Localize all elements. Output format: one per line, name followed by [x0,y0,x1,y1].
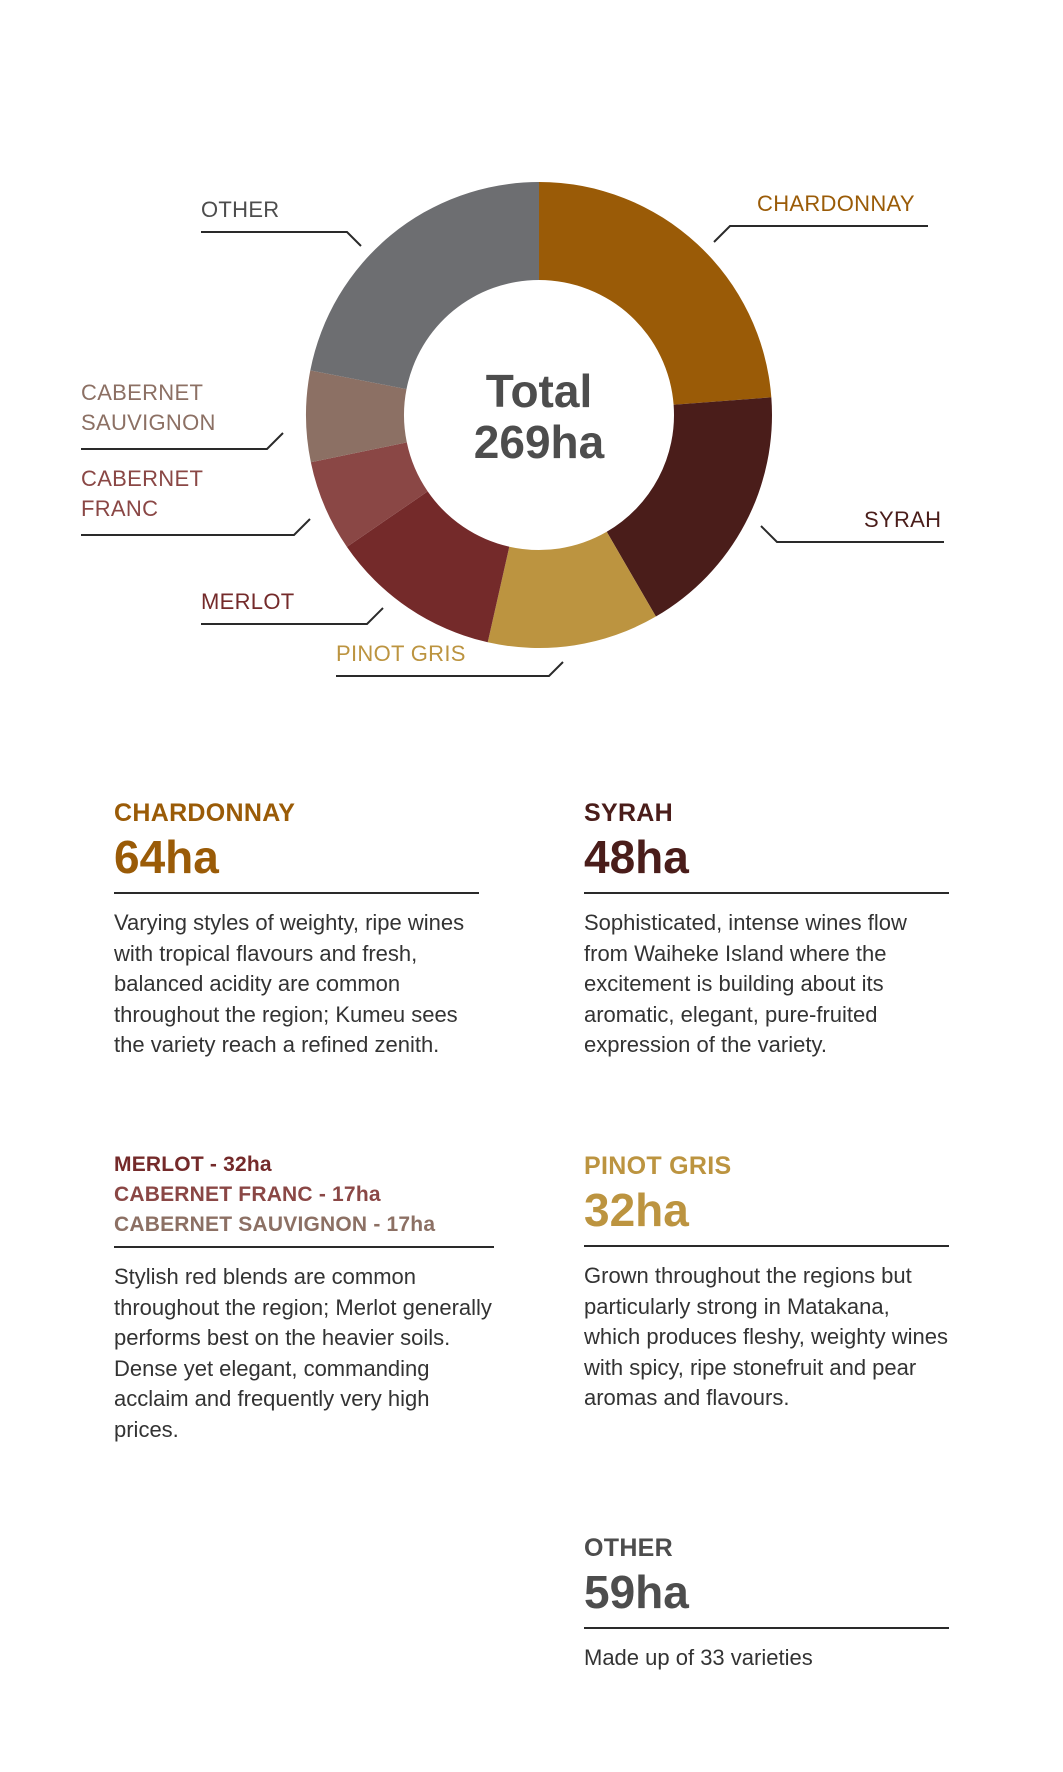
callout-label-syrah: SYRAH [864,507,942,532]
card-pinot-gris [584,1151,949,1414]
card-cabernet-sauvignon-line: CABERNET SAUVIGNON - 17ha [114,1213,436,1236]
callout-line-chardonnay [714,226,928,242]
card-syrah-name: SYRAH [584,799,674,827]
card-pinot-gris-value: 32ha [584,1184,689,1236]
card-chardonnay-value: 64ha [114,831,219,883]
callout-label-pinot-gris: PINOT GRIS [336,641,466,666]
card-pinot-gris-name: PINOT GRIS [584,1152,732,1180]
callout-label-merlot: MERLOT [201,589,295,614]
callout-label-cabernet-sauvignon-line1: CABERNET [81,380,204,405]
card-other-name: OTHER [584,1534,673,1562]
divider [584,1627,949,1629]
callout-label-chardonnay: CHARDONNAY [757,191,915,216]
card-chardonnay [114,798,479,1061]
card-other-description: Made up of 33 varieties [584,1645,813,1670]
callout-label-other: OTHER [201,197,280,222]
slice-other [310,182,539,389]
card-syrah-description: Sophisticated, intense wines flow from Waiheke Island where the excitement is building about its aromatic, elegant, pure-fruited expression of the variety. [584,910,907,1057]
callout-line-cabernet-sauvignon [81,433,283,449]
card-chardonnay-description: Varying styles of weighty, ripe wines with tropical flavours and fresh, balanced acidity are common throughout the region; Kumeu sees the variety reach a refined zenith. [114,910,465,1057]
card-chardonnay-name: CHARDONNAY [114,799,296,827]
callout-line-cabernet-franc [81,519,310,535]
card-merlot-line: MERLOT - 32ha [114,1153,272,1176]
card-syrah-value: 48ha [584,831,689,883]
divider [114,892,479,894]
donut-chart [0,0,1063,700]
card-pinot-gris-description: Grown throughout the regions but particularly strong in Matakana, which produces fleshy, weighty wines with spicy, ripe stonefruit and pear aromas and flavours. [584,1263,948,1410]
card-red-blends [114,1150,494,1445]
card-syrah [584,798,949,1061]
card-cabernet-franc-line: CABERNET FRANC - 17ha [114,1183,381,1206]
card-other-value: 59ha [584,1566,689,1618]
chart-center-total-value: 269ha [473,416,605,468]
divider [584,1245,949,1247]
chart-center-total-label: Total [485,365,593,417]
card-other [584,1533,949,1674]
callout-label-cabernet-sauvignon-line2: SAUVIGNON [81,410,216,435]
callout-label-cabernet-franc-line2: FRANC [81,496,159,521]
callout-label-cabernet-franc-line1: CABERNET [81,466,204,491]
callout-line-other [201,232,361,246]
divider [584,892,949,894]
card-red-blends-description: Stylish red blends are common throughout the region; Merlot generally performs best on the heavier soils. Dense yet elegant, commanding acclaim and frequently very high prices. [114,1264,492,1442]
divider [114,1246,494,1248]
